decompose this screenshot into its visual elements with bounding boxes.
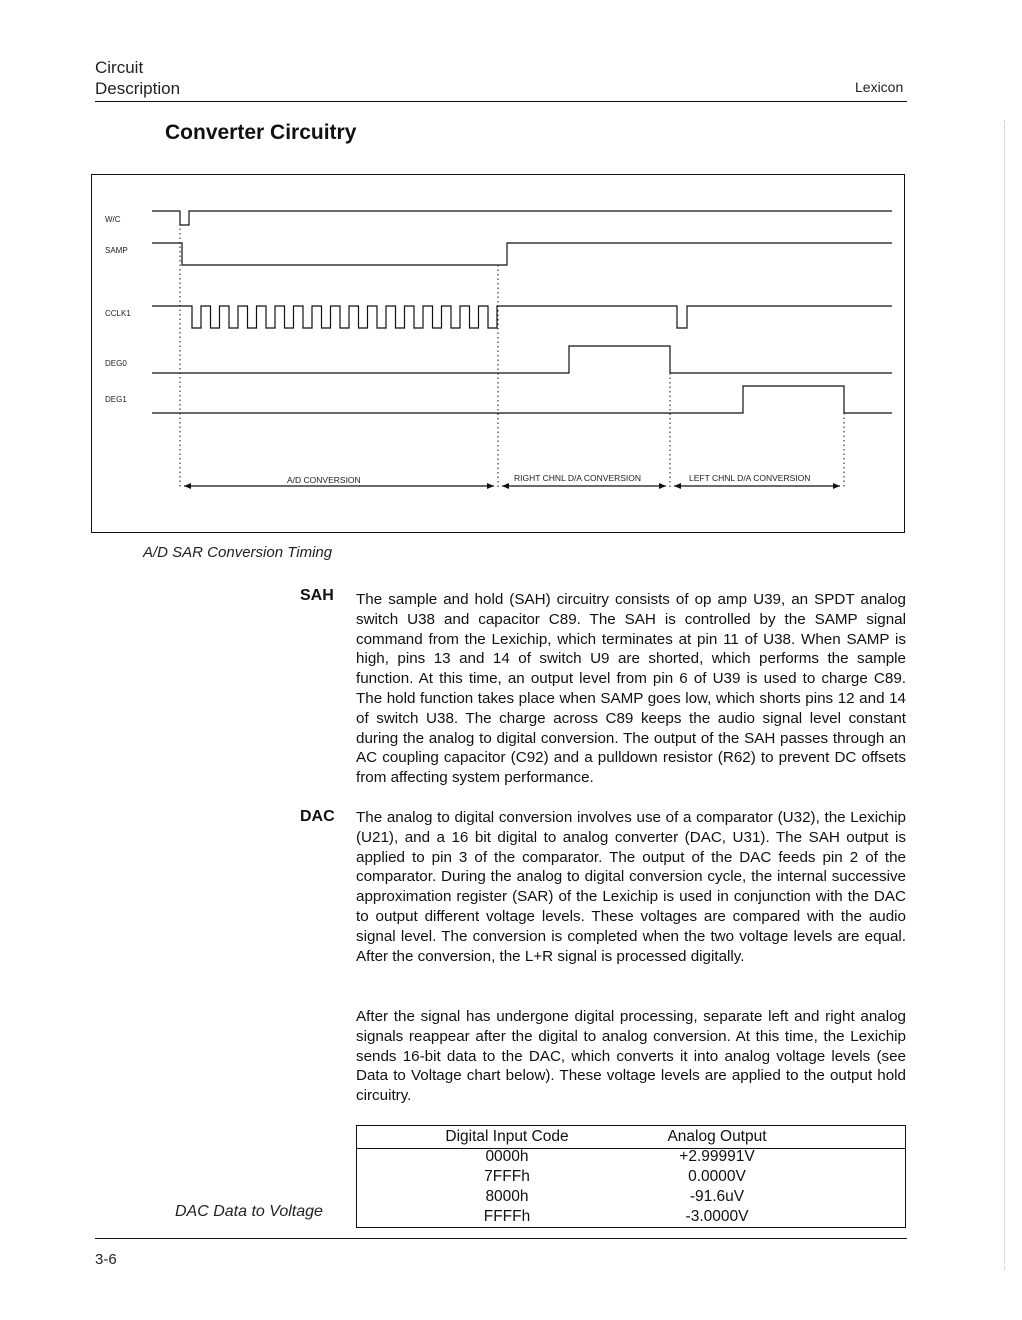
section-label-line2: Description xyxy=(95,79,181,98)
table-caption: DAC Data to Voltage xyxy=(175,1203,323,1220)
signal-label-samp: SAMP xyxy=(105,246,128,255)
table-cell-code: 0000h xyxy=(485,1148,529,1165)
dac-table xyxy=(356,1125,906,1228)
phase-label-right: RIGHT CHNL D/A CONVERSION xyxy=(514,473,642,483)
waveform-deg1 xyxy=(152,386,892,413)
waveform-deg0 xyxy=(152,346,892,373)
table-cell-code: FFFFh xyxy=(483,1208,531,1225)
scan-edge xyxy=(1004,120,1005,1270)
signal-label-deg0: DEG0 xyxy=(105,359,127,368)
signal-label-deg1: DEG1 xyxy=(105,395,127,404)
section-label xyxy=(95,57,180,99)
figure-caption: A/D SAR Conversion Timing xyxy=(143,544,333,561)
table-cell-code: 7FFFh xyxy=(484,1168,530,1185)
waveform-cclk1 xyxy=(152,306,892,328)
company-name: Lexicon xyxy=(855,79,904,95)
table-header-digital: Digital Input Code xyxy=(445,1128,569,1145)
signal-label-cclk1: CCLK1 xyxy=(105,309,131,318)
waveform-samp xyxy=(152,243,892,265)
dac-paragraph-2: After the signal has undergone digital processing, separate left and right analog signals reappear after the digital to analog conversion. At this time, the Lexichip sends 16-bit data to the DAC, which converts it into analog voltage levels (see Data to Voltage chart below). These voltage levels are applied to the output hold circuitry. xyxy=(356,1008,906,1105)
phase-label-ad: A/D CONVERSION xyxy=(287,475,361,485)
header-rule xyxy=(95,101,907,102)
table-cell-voltage: 0.0000V xyxy=(688,1168,746,1185)
sah-heading: SAH xyxy=(300,587,334,604)
dac-paragraph: The analog to digital conversion involves use of a comparator (U32), the Lexichip (U21), and a 16 bit digital to analog converter (DAC, U31). The SAH output is applied to pin 3 of the comparator. The output of the DAC feeds pin 2 of the comparator. During the analog to digital conversion cycle, the internal successive approximation register (SAR) of the Lexichip is used in conjunction with the DAC to output different voltage levels. These voltages are compared with the audio signal level. The conversion is completed when the two voltage levels are equal. After the conversion, the L+R signal is processed digitally. xyxy=(356,809,906,965)
sah-paragraph: The sample and hold (SAH) circuitry consists of op amp U39, an SPDT analog switch U38 and capacitor C89. The SAH is controlled by the SAMP signal command from the Lexichip, which terminates at pin 11 of U38. When SAMP is high, pins 13 and 14 of switch U9 are shorted, which performs the sample function. At this time, an output level from pin 6 of U39 is used to charge C89. The hold function takes place when SAMP goes low, which shorts pins 12 and 14 of switch U38. The charge across C89 keeps the audio signal level constant during the analog to digital conversion. The output of the SAH passes through an AC coupling capacitor (C92) and a pulldown resistor (R62) to prevent DC offsets from affecting system performance. xyxy=(356,591,906,787)
table-cell-voltage: -3.0000V xyxy=(685,1208,749,1225)
table-header-analog: Analog Output xyxy=(667,1128,767,1145)
page-title: Converter Circuitry xyxy=(165,121,357,144)
timing-diagram xyxy=(91,174,905,533)
section-label-line1: Circuit xyxy=(95,58,144,77)
dac-heading: DAC xyxy=(300,808,335,825)
phase-label-left: LEFT CHNL D/A CONVERSION xyxy=(689,473,811,483)
table-cell-code: 8000h xyxy=(485,1188,529,1205)
phase-arrows xyxy=(184,483,840,489)
footer-rule xyxy=(95,1238,907,1239)
signal-label-wc: W/C xyxy=(105,215,121,224)
table-cell-voltage: -91.6uV xyxy=(689,1188,745,1205)
timing-diagram-svg xyxy=(92,175,906,534)
page-number: 3-6 xyxy=(95,1251,117,1268)
table-cell-voltage: +2.99991V xyxy=(679,1148,755,1165)
phase-boundaries xyxy=(180,215,844,487)
waveform-wc xyxy=(152,211,892,225)
